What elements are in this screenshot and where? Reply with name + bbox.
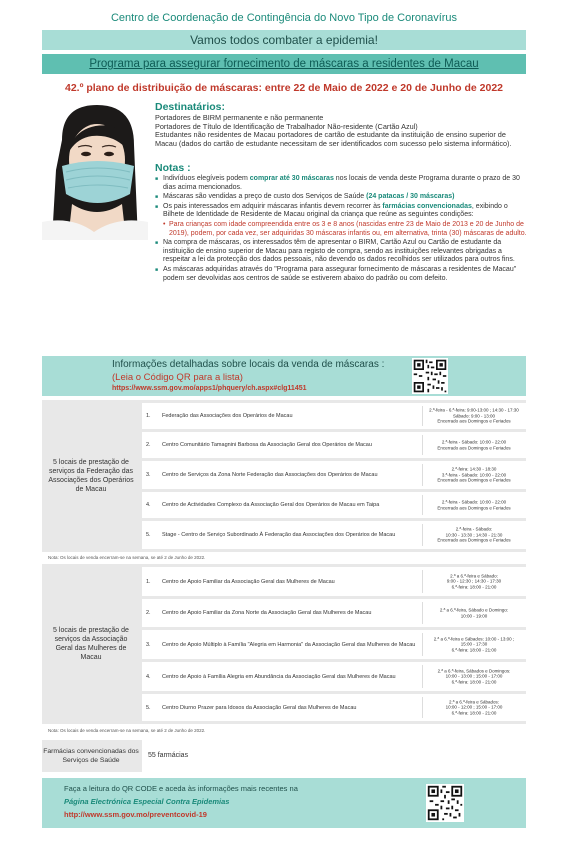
federation-section-label: 5 locais de prestação de serviços da Federação das Associações dos Operários de Macau xyxy=(48,459,134,493)
note-item: ■ Indivíduos elegíveis podem comprar até 30 máscaras nos locais de venda deste Programa durante o prazo de 30 dias acima mencionados. xyxy=(155,175,527,192)
note-item: ■ Máscaras são vendidas a preço de custo dos Serviços de Saúde (24 patacas / 30 máscaras) xyxy=(155,193,527,202)
women-footnote: Nota: Os locais de venda encerram-se na semana, se até 2 de Junho de 2022. xyxy=(48,728,206,733)
recipient-line: Estudantes não residentes de Macau portadores de cartão de estudante da instituição de ensino superior de Macau (dados do cartão de estudante necessitam de ser identificados com sucesso pelo sistema informático). xyxy=(155,130,512,148)
recipients-title: Destinatários: xyxy=(155,101,226,113)
note-subitem: • Para crianças com idade compreendida entre os 3 e 8 anos (nascidas entre 23 de Maio de 2013 e 20 de Junho de 2019), podem, por cada vez, ser adquiridas 30 máscaras infantis ou, em alternativa, trinta (30) máscaras de adulto. xyxy=(155,221,527,238)
note-item: ■ As máscaras adquiridas através do "Programa para assegurar fornecimento de máscaras a residentes de Macau" podem ser devolvidas aos centros de saúde se estiverem abaixo do padrão ou com defeito. xyxy=(155,266,527,283)
recipients-section xyxy=(155,101,527,148)
federation-footnote: Nota: Os locais de venda encerram-se na semana, se até 2 de Junho de 2022. xyxy=(48,555,206,560)
distribution-plan-title: 42.º plano de distribuição de máscaras: entre 22 de Maio de 2022 e 20 de Junho de 2022 xyxy=(64,82,503,94)
qr-code-icon[interactable] xyxy=(426,784,464,822)
pharmacies-label: Farmácias convencionadas dos Serviços de Saúde xyxy=(43,748,139,764)
note-item: ■ Na compra de máscaras, os interessados têm de apresentar o BIRM, Cartão Azul ou Cartão de estudante da instituição de ensino superior de Macau para registo de compra, sendo as instituições relevantes obrigadas a respeitar a lei da protecção dos dados pessoais, não devendo os dados recolhidos ser utilizados para outros fins. xyxy=(155,239,527,265)
pharmacies-count: 55 farmácias xyxy=(142,740,526,772)
table-row: 3. Centro de Apoio Múltiplo à Família "Alegria em Harmonia" da Associação Geral das Mulheres de Macau 2.ª a 6.ª-feira e Sábados: 10:00 - 13:00 ; 15:00 - 17:30 6.ª-feira: 18:00 - 21:00 xyxy=(142,630,526,659)
table-row: 3. Centro de Serviços da Zona Norte Federação das Associações dos Operários de Macau 2.ª-feira: 14:30 - 18:30 3.ª-feira - Sábado: 10:00 - 22:00 Encerrado aos Domingos e Feriados xyxy=(142,461,526,489)
table-row: 2. Centro Comunitário Tamagnini Barbosa da Associação Geral dos Operários de Macau 2.ª-feira - Sábado: 10:00 - 22:00 Encerrado aos Domingos e Feriados xyxy=(142,432,526,458)
table-row: 1. Centro de Apoio Familiar da Associação Geral das Mulheres de Macau 2.ª a 6.ª-feira e Sábado: 9:00 - 12:30 ; 14:30 - 17:30 6.ª-feira: 18:00 - 21:00 xyxy=(142,567,526,596)
notes-title: Notas : xyxy=(155,162,191,174)
footer-url[interactable]: http://www.ssm.gov.mo/preventcovid-19 xyxy=(64,810,207,819)
women-section-label: 5 locais de prestação de serviços da Associação Geral das Mulheres de Macau xyxy=(53,627,129,661)
table-row: 5. Centro Diurno Prazer para Idosos da Associação Geral das Mulheres de Macau 2.ª a 6.ª-feira e Sábados: 10:00 - 12:00 ; 15:00 - 17:00 6.ª-feira: 18:00 - 21:00 xyxy=(142,694,526,721)
table-row: 5. Stage - Centro de Serviço Subordinado À Federação das Associações dos Operários de Macau 2.ª-feira - Sábado: 10:30 - 13:30 ; 14:30 - 21:30 Encerrado aos Domingos e Feriados xyxy=(142,521,526,549)
pharmacies-section xyxy=(42,740,526,772)
sales-locations-info-band xyxy=(42,356,526,396)
note-item: ■ Os pais interessados em adquirir máscaras infantis devem recorrer às farmácias convencionadas, exibindo o Bilhete de Identidade de Residente de Macau original da criança que reúne as seguintes condições: xyxy=(155,203,527,220)
footer-instruction: Faça a leitura do QR CODE e aceda às informações mais recentes na xyxy=(64,784,298,793)
footer-page-name: Página Electrónica Especial Contra Epidemias xyxy=(64,797,230,806)
slogan-banner: Vamos todos combater a epidemia! xyxy=(42,30,526,50)
footer-band xyxy=(42,778,526,828)
qr-hint: (Leia o Código QR para a lista) xyxy=(112,372,243,383)
program-title: Programa para assegurar fornecimento de máscaras a residentes de Macau xyxy=(42,54,526,74)
woman-wearing-mask-photo xyxy=(42,100,148,240)
table-row: 2. Centro de Apoio Familiar da Zona Norte da Associação Geral das Mulheres de Macau 2.ª a 6.ª-feira, Sábado e Domingo: 10:00 - 19:00 xyxy=(142,599,526,627)
sales-locations-title: Informações detalhadas sobre locais da venda de máscaras : xyxy=(112,359,385,370)
organization-title: Centro de Coordenação de Contingência do Novo Tipo de Coronavírus xyxy=(110,12,458,24)
federation-locations-section xyxy=(42,400,526,552)
notes-list xyxy=(155,175,527,283)
notes-section xyxy=(155,162,527,284)
table-row: 1. Federação das Associações dos Operários de Macau 2.ª-feira - 6.ª-feira: 9:00-13:00 ; 14:30 - 17:30 Sábado: 9:00 - 13:00 Encerrado aos Domingos e Feriados xyxy=(142,403,526,429)
sales-locations-url[interactable]: https://www.ssm.gov.mo/apps1/phquery/ch.aspx#clg11451 xyxy=(112,385,307,392)
qr-code-icon[interactable] xyxy=(412,358,448,394)
recipient-line: Portadores de BIRM permanente e não permanente xyxy=(155,113,324,122)
table-row: 4. Centro de Apoio à Família Alegria em Abundância da Associação Geral das Mulheres de Macau 2.ª a 6.ª-feira, Sábados e Domingos: 10:00 - 13:00 ; 15:00 - 17:00 6.ª-feira: 18:00 - 21:00 xyxy=(142,662,526,691)
recipient-line: Portadores de Título de Identificação de Trabalhador Não-residente (Cartão Azul) xyxy=(155,121,418,131)
women-association-locations-section xyxy=(42,564,526,724)
table-row: 4. Centro de Actividades Complexo da Associação Geral dos Operários de Macau em Taipa 2.ª-feira - Sábado: 10:00 - 22:00 Encerrado aos Domingos e Feriados xyxy=(142,492,526,518)
